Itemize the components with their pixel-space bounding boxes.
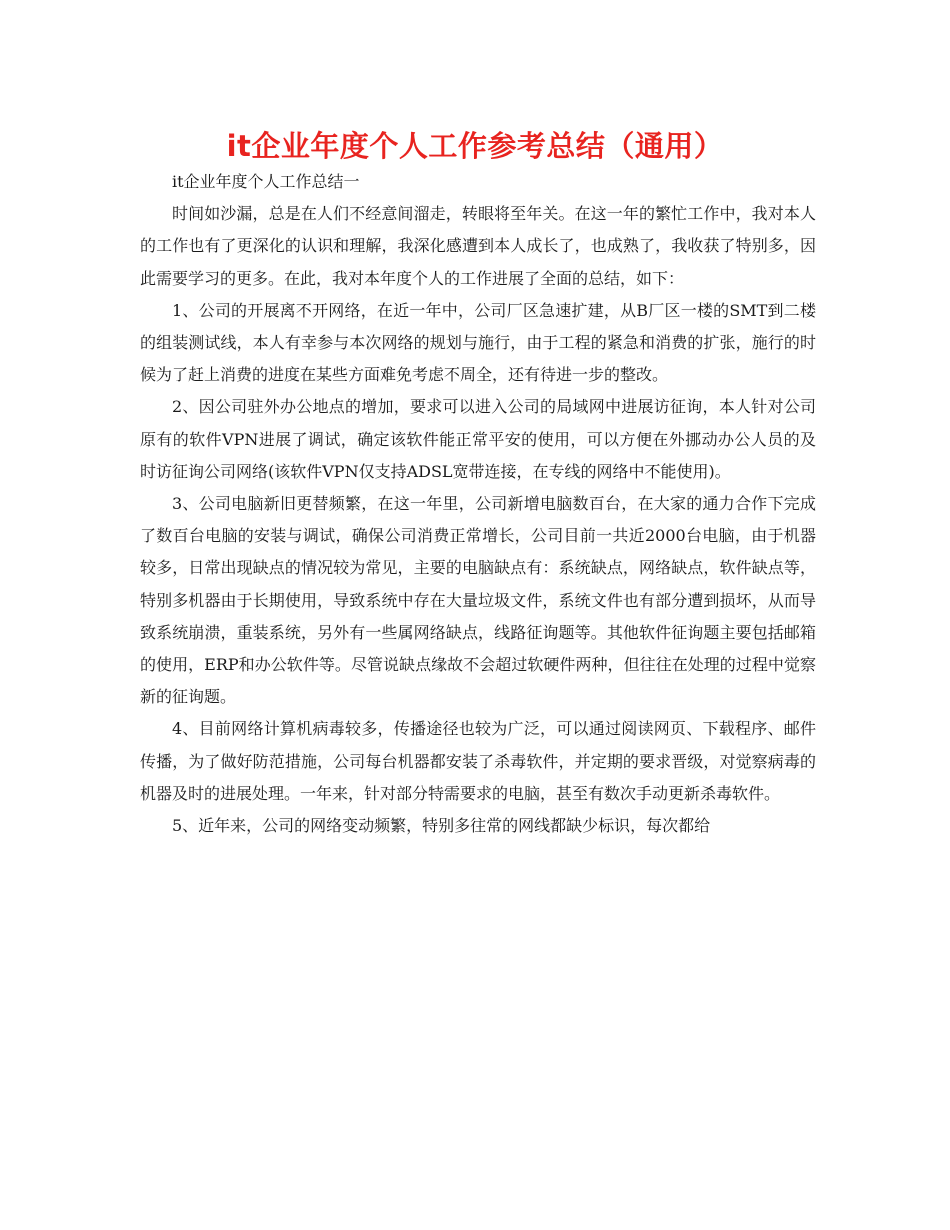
document-body [140, 166, 816, 842]
paragraph-3: 3、公司电脑新旧更替频繁，在这一年里，公司新增电脑数百台，在大家的通力合作下完成了数百台电脑的安装与调试，确保公司消费正常增长，公司目前一共近2000台电脑，由于机器较多，日常出现缺点的情况较为常见，主要的电脑缺点有：系统缺点，网络缺点，软件缺点等，特别多机器由于长期使用，导致系统中存在大量垃圾文件，系统文件也有部分遭到损坏，从而导致系统崩溃，重装系统，另外有一些属网络缺点，线路征询题等。其他软件征询题主要包括邮箱的使用，ERP和办公软件等。尽管说缺点缘故不会超过软硬件两种，但往往在处理的过程中觉察新的征询题。 [140, 494, 816, 707]
document-title: it企业年度个人工作参考总结（通用） [226, 129, 724, 163]
paragraph-4: 4、目前网络计算机病毒较多，传播途径也较为广泛，可以通过阅读网页、下载程序、邮件传播，为了做好防范措施，公司每台机器都安装了杀毒软件，并定期的要求晋级，对觉察病毒的机器及时的进展处理。一年来，针对部分特需要求的电脑，甚至有数次手动更新杀毒软件。 [140, 719, 816, 803]
paragraph-5: 5、近年来，公司的网络变动频繁，特别多往常的网线都缺少标识，每次都给 [172, 816, 711, 836]
paragraph-1: 1、公司的开展离不开网络，在近一年中，公司厂区急速扩建，从B厂区一楼的SMT到二楼的组装测试线，本人有幸参与本次网络的规划与施行，由于工程的紧急和消费的扩张，施行的时候为了赶上消费的进度在某些方面难免考虑不周全，还有待进一步的整改。 [140, 300, 816, 385]
paragraph-intro: 时间如沙漏，总是在人们不经意间溜走，转眼将至年关。在这一年的繁忙工作中，我对本人的工作也有了更深化的认识和理解，我深化感遭到本人成长了，也成熟了，我收获了特别多，因此需要学习的更多。在此，我对本年度个人的工作进展了全面的总结，如下： [140, 204, 816, 288]
document-subtitle: it企业年度个人工作总结一 [172, 172, 360, 191]
paragraph-2: 2、因公司驻外办公地点的增加，要求可以进入公司的局域网中进展访征询，本人针对公司原有的软件VPN进展了调试，确定该软件能正常平安的使用，可以方便在外挪动办公人员的及时访征询公司网络(该软件VPN仅支持ADSL宽带连接，在专线的网络中不能使用)。 [140, 397, 816, 481]
